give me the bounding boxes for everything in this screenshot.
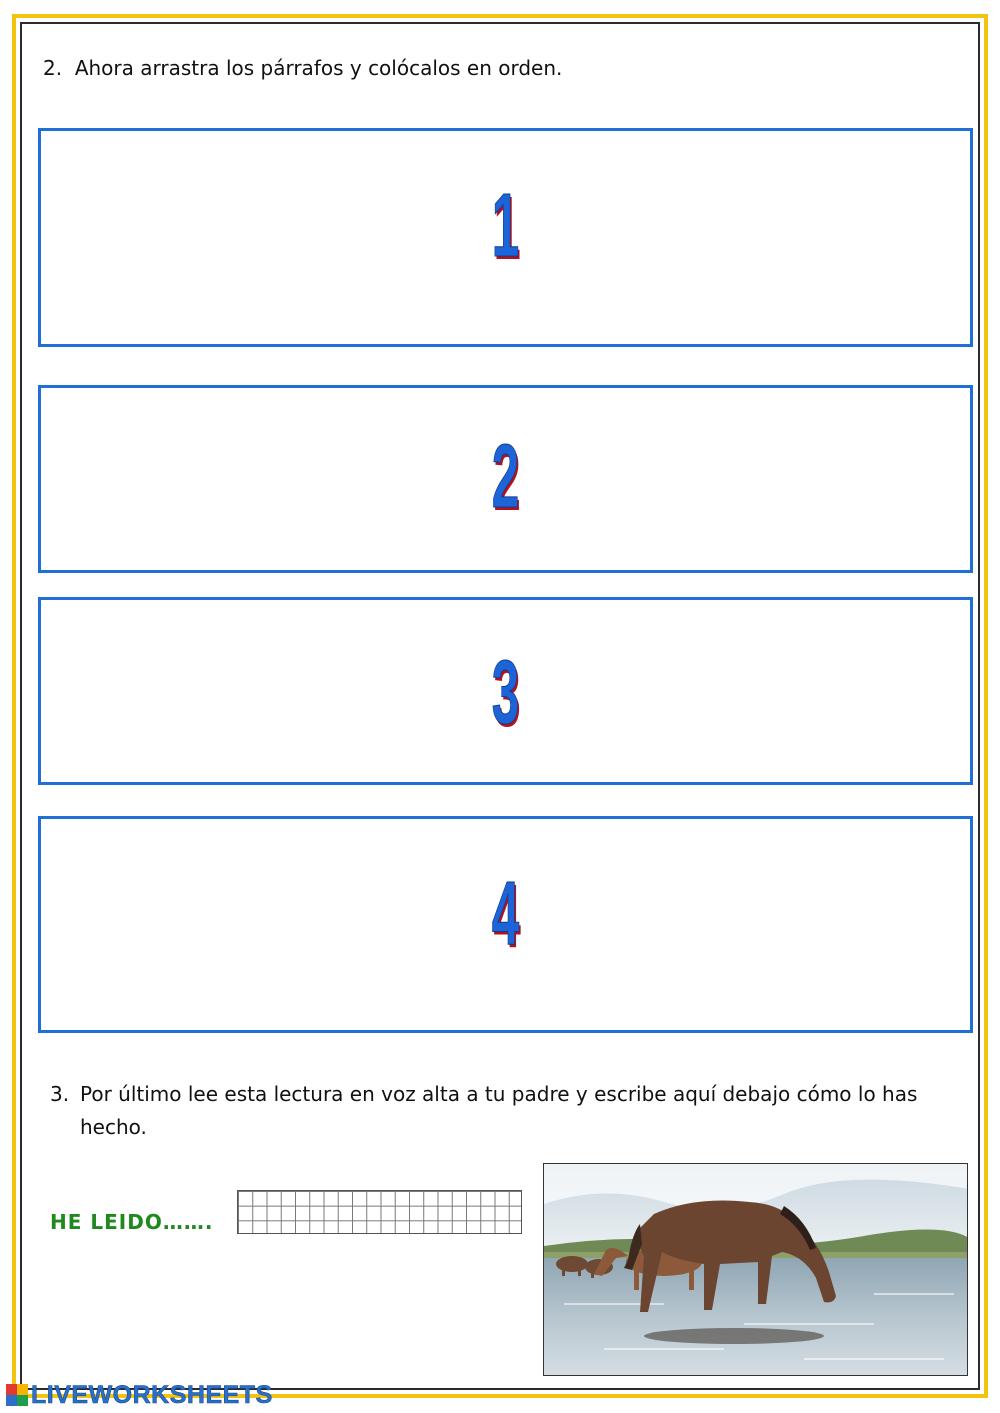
liveworksheets-wordmark: LIVEWORKSHEETS: [31, 1380, 273, 1409]
instruction-step-2-text: Ahora arrastra los párrafos y colócalos en orden.: [74, 56, 563, 80]
drop-zone-number: 3: [491, 643, 520, 743]
instruction-step-2: [43, 52, 562, 85]
drop-zone-1[interactable]: [38, 128, 973, 347]
drop-zone-number: 2: [491, 427, 520, 527]
drop-zone-number: 1: [491, 176, 520, 276]
liveworksheets-logo: [6, 1381, 273, 1409]
instruction-step-3-text: Por último lee esta lectura en voz alta a tu padre y escribe aquí debajo cómo lo has hecho.: [80, 1082, 918, 1139]
instruction-step-3-number: 3.: [50, 1082, 70, 1106]
drop-zone-3[interactable]: [38, 597, 973, 785]
answer-input-grid[interactable]: [237, 1190, 522, 1234]
instruction-step-2-number: 2.: [43, 56, 63, 80]
instruction-step-3: [50, 1078, 950, 1144]
liveworksheets-mark-icon: [6, 1384, 28, 1406]
drop-zone-4[interactable]: [38, 816, 973, 1033]
horses-photo: [543, 1163, 968, 1376]
drop-zone-number: 4: [491, 864, 520, 964]
drop-zone-2[interactable]: [38, 385, 973, 573]
answer-label: HE LEIDO…….: [50, 1210, 214, 1234]
